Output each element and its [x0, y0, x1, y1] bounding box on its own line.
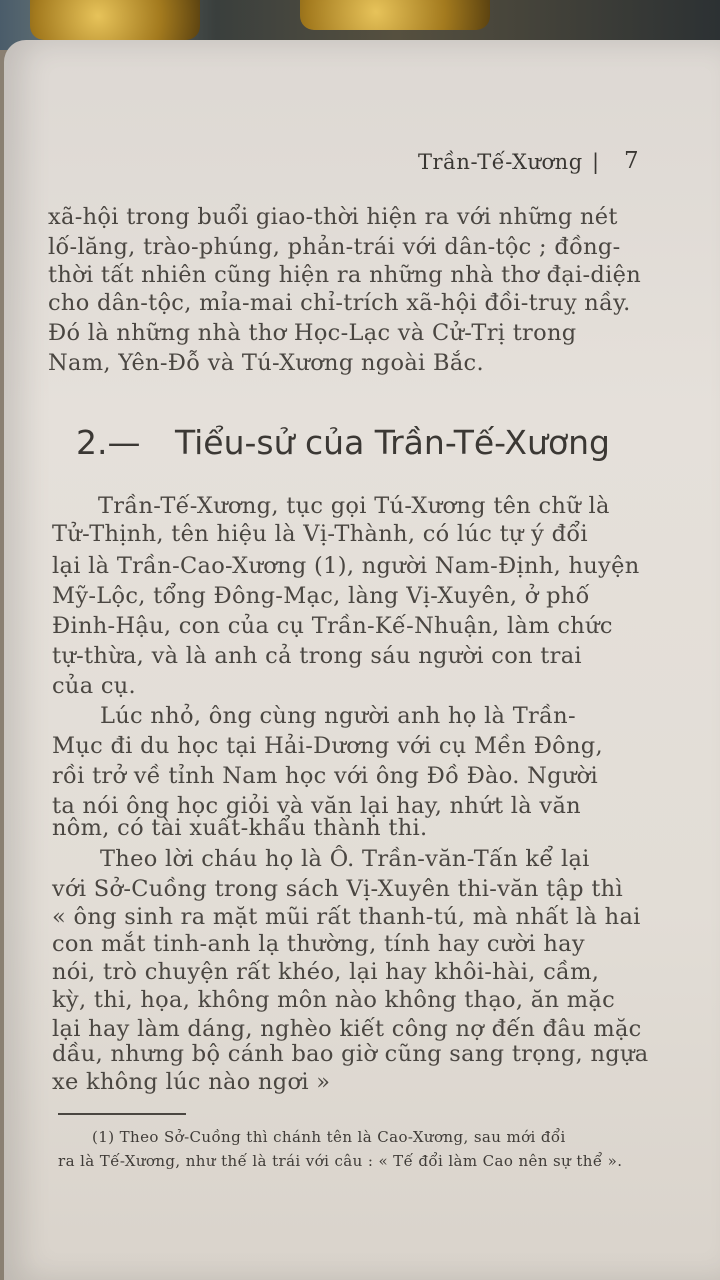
text-line: ta nói ông học giỏi và văn lại hay, nhứt là văn [52, 793, 581, 819]
text-line: Mỹ-Lộc, tổng Đông-Mạc, làng Vị-Xuyên, ở phố [52, 583, 590, 609]
text-line: Lúc nhỏ, ông cùng người anh họ là Trần- [100, 703, 576, 729]
text-line: dầu, nhưng bộ cánh bao giờ cũng sang trọng, ngựa [52, 1041, 649, 1067]
text-line: xe không lúc nào ngơi » [52, 1069, 331, 1095]
text-line: cho dân-tộc, mỉa-mai chỉ-trích xã-hội đồi-truỵ nầy. [48, 290, 631, 316]
gold-ornament [300, 0, 490, 30]
text-line: Trần-Tế-Xương, tục gọi Tú-Xương tên chữ là [98, 493, 610, 519]
text-line: tự-thừa, và là anh cả trong sáu người con trai [52, 643, 582, 669]
text-line: Tử-Thịnh, tên hiệu là Vị-Thành, có lúc tự ý đổi [52, 521, 588, 547]
text-line: Đó là những nhà thơ Học-Lạc và Cử-Trị trong [48, 320, 577, 346]
text-line: thời tất nhiên cũng hiện ra những nhà thơ đại-diện [48, 262, 642, 288]
text-line: của cụ. [52, 673, 137, 699]
section-number: 2.— [76, 423, 141, 462]
text-line: nói, trò chuyện rất khéo, lại hay khôi-hài, cầm, [52, 959, 600, 985]
text-line: lại là Trần-Cao-Xương (1), người Nam-Định, huyện [52, 553, 640, 579]
footnote-line: (1) Theo Sở-Cuồng thì chánh tên là Cao-Xương, sau mới đổi [92, 1128, 566, 1146]
text-line: với Sở-Cuồng trong sách Vị-Xuyên thi-văn tập thì [52, 876, 623, 902]
section-title: Tiểu-sử của Trần-Tế-Xương [175, 423, 610, 462]
text-line: Theo lời cháu họ là Ô. Trần-văn-Tấn kể lại [100, 846, 590, 872]
text-line: « ông sinh ra mặt mũi rất thanh-tú, mà nhất là hai [52, 904, 641, 930]
text-line: rồi trở về tỉnh Nam học với ông Đồ Đào. Người [52, 763, 598, 789]
text-line: xã-hội trong buổi giao-thời hiện ra với những nét [48, 204, 618, 230]
text-line: Đinh-Hậu, con của cụ Trần-Kế-Nhuận, làm chức [52, 613, 613, 639]
text-line: lại hay làm dáng, nghèo kiết công nợ đến đâu mặc [52, 1016, 642, 1042]
running-head-title: Trần-Tế-Xương [418, 150, 583, 174]
gold-ornament [30, 0, 200, 40]
text-line: Mục đi du học tại Hải-Dương với cụ Mền Đông, [52, 733, 603, 759]
footnote-line: ra là Tế-Xương, như thế là trái với câu : « Tế đổi làm Cao nên sự thể ». [58, 1152, 623, 1170]
running-head-separator: | [592, 150, 600, 174]
text-line: lố-lăng, trào-phúng, phản-trái với dân-tộc ; đồng- [48, 234, 621, 260]
footnote-rule [58, 1113, 186, 1115]
page-number: 7 [624, 148, 639, 174]
text-line: kỳ, thi, họa, không môn nào không thạo, ăn mặc [52, 987, 616, 1013]
text-line: nôm, có tài xuất-khẩu thành thi. [52, 815, 428, 841]
text-line: Nam, Yên-Đỗ và Tú-Xương ngoài Bắc. [48, 350, 484, 376]
text-line: con mắt tinh-anh lạ thường, tính hay cười hay [52, 931, 585, 957]
